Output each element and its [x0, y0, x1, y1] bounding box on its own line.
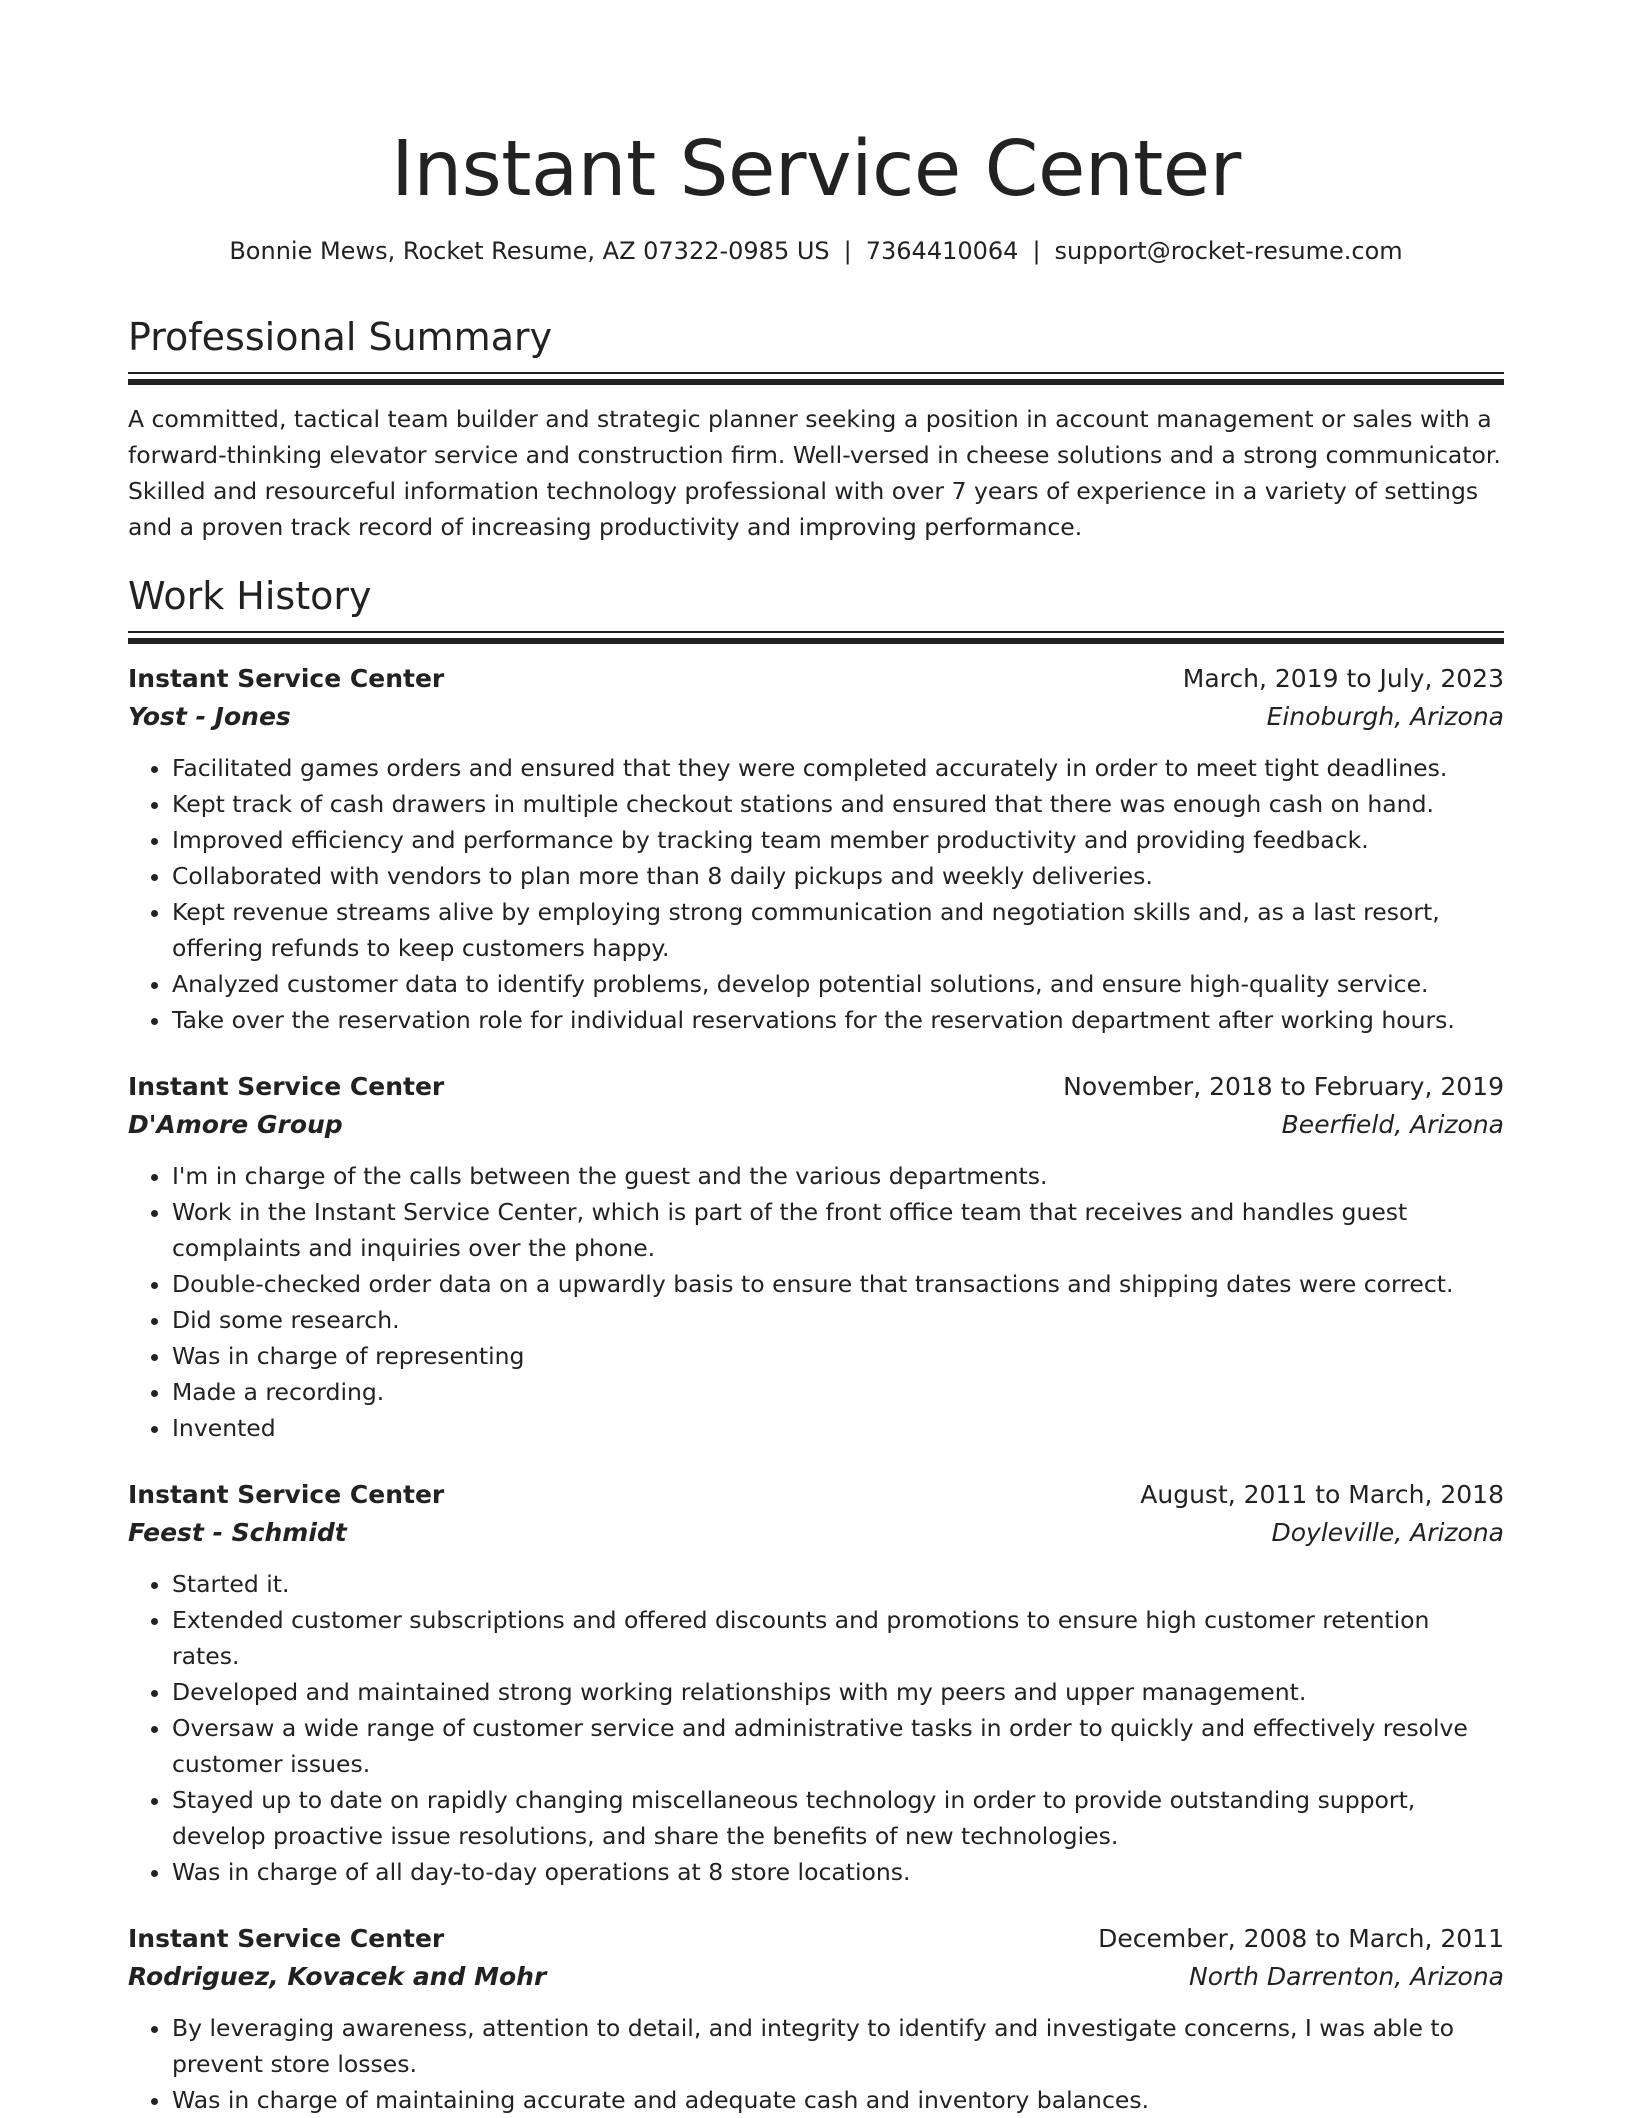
job-bullet: • Analyzed customer data to identify problems, develop potential solutions, and ensure high-quality service. — [172, 966, 1504, 1002]
contact-line — [128, 234, 1504, 268]
job-bullet: • Improved efficiency and performance by tracking team member productivity and providing feedback. — [172, 822, 1504, 858]
job-bullet: • Kept revenue streams alive by employing strong communication and negotiation skills and, as a last resort, offering refunds to keep customers happy. — [172, 894, 1504, 966]
job-dates: March, 2019 to July, 2023 — [1182, 664, 1504, 693]
job-bullet: • Was in charge of all day-to-day operations at 8 store locations. — [172, 1854, 1504, 1890]
job-bullet: • Developed and maintained strong working relationships with my peers and upper management. — [172, 1674, 1504, 1710]
job-dates: August, 2011 to March, 2018 — [1140, 1480, 1504, 1509]
job-company: Feest - Schmidt — [128, 1518, 347, 1547]
job-header-row — [128, 1920, 1504, 1958]
summary-text: A committed, tactical team builder and strategic planner seeking a position in account management or sales with a forward-thinking elevator service and construction firm. Well-versed in cheese solutions and a strong communicator. Skilled and resourceful information technology professional with over 7 years of experience in a variety of settings and a proven track record of increasing productivity and improving performance. — [128, 405, 1501, 541]
contact-separator: | — [843, 237, 852, 265]
section-heading-work-history: Work History — [128, 574, 372, 618]
job-company: Yost - Jones — [128, 702, 291, 731]
job-bullet: • Kept track of cash drawers in multiple checkout stations and ensured that there was enough cash on hand. — [172, 786, 1504, 822]
job-bullet: • Double-checked order data on a upwardly basis to ensure that transactions and shipping dates were correct. — [172, 1266, 1504, 1302]
job-location: Doyleville, Arizona — [1271, 1518, 1504, 1547]
job-subheader-row — [128, 1106, 1504, 1144]
job-entry — [128, 1068, 1504, 1446]
contact-phone: 7364410064 — [865, 237, 1019, 265]
job-subheader-row — [128, 1514, 1504, 1552]
job-dates: November, 2018 to February, 2019 — [1063, 1072, 1504, 1101]
job-location: Einoburgh, Arizona — [1266, 702, 1504, 731]
job-bullet: • Facilitated games orders and ensured that they were completed accurately in order to meet tight deadlines. — [172, 750, 1504, 786]
contact-address: Bonnie Mews, Rocket Resume, AZ 07322-0985 US — [229, 237, 830, 265]
job-title: Instant Service Center — [128, 1480, 445, 1509]
job-subheader-row — [128, 698, 1504, 736]
contact-email: support@rocket-resume.com — [1054, 237, 1403, 265]
job-company: D'Amore Group — [128, 1110, 343, 1139]
job-header-row — [128, 1476, 1504, 1514]
job-title: Instant Service Center — [128, 1924, 445, 1953]
job-header-row — [128, 660, 1504, 698]
job-bullet-list — [128, 750, 1504, 1038]
job-dates: December, 2008 to March, 2011 — [1098, 1924, 1504, 1953]
job-entry — [128, 1920, 1504, 2118]
job-bullet-list — [128, 1566, 1504, 1890]
section-divider — [128, 631, 1504, 646]
job-bullet: • Made a recording. — [172, 1374, 1504, 1410]
job-bullet: • Started it. — [172, 1566, 1504, 1602]
job-bullet: • I'm in charge of the calls between the guest and the various departments. — [172, 1158, 1504, 1194]
job-bullet: • Invented — [172, 1410, 1504, 1446]
job-bullet: • Oversaw a wide range of customer service and administrative tasks in order to quickly and effectively resolve customer issues. — [172, 1710, 1504, 1782]
resume-page — [128, 0, 1504, 2118]
job-bullet: • Collaborated with vendors to plan more than 8 daily pickups and weekly deliveries. — [172, 858, 1504, 894]
job-subheader-row — [128, 1958, 1504, 1996]
job-bullet: • By leveraging awareness, attention to detail, and integrity to identify and investigate concerns, I was able to prevent store losses. — [172, 2010, 1504, 2082]
job-title: Instant Service Center — [128, 1072, 445, 1101]
job-bullet: • Stayed up to date on rapidly changing miscellaneous technology in order to provide outstanding support, develop proactive issue resolutions, and share the benefits of new technologies. — [172, 1782, 1504, 1854]
page-title: Instant Service Center — [391, 125, 1241, 214]
job-bullet-list — [128, 1158, 1504, 1446]
job-company: Rodriguez, Kovacek and Mohr — [128, 1962, 547, 1991]
job-bullet: • Was in charge of maintaining accurate and adequate cash and inventory balances. — [172, 2082, 1504, 2118]
contact-separator: | — [1032, 237, 1041, 265]
job-bullet: • Did some research. — [172, 1302, 1504, 1338]
section-heading-summary: Professional Summary — [128, 315, 553, 359]
job-header-row — [128, 1068, 1504, 1106]
job-bullet-list — [128, 2010, 1504, 2118]
job-entry — [128, 660, 1504, 1038]
section-divider — [128, 372, 1504, 387]
job-bullet: • Was in charge of representing — [172, 1338, 1504, 1374]
job-bullet: • Take over the reservation role for individual reservations for the reservation department after working hours. — [172, 1002, 1504, 1038]
job-location: North Darrenton, Arizona — [1189, 1962, 1504, 1991]
job-bullet: • Work in the Instant Service Center, which is part of the front office team that receives and handles guest complaints and inquiries over the phone. — [172, 1194, 1504, 1266]
job-location: Beerfield, Arizona — [1281, 1110, 1504, 1139]
job-bullet: • Extended customer subscriptions and offered discounts and promotions to ensure high customer retention rates. — [172, 1602, 1504, 1674]
job-entry — [128, 1476, 1504, 1890]
job-title: Instant Service Center — [128, 664, 445, 693]
